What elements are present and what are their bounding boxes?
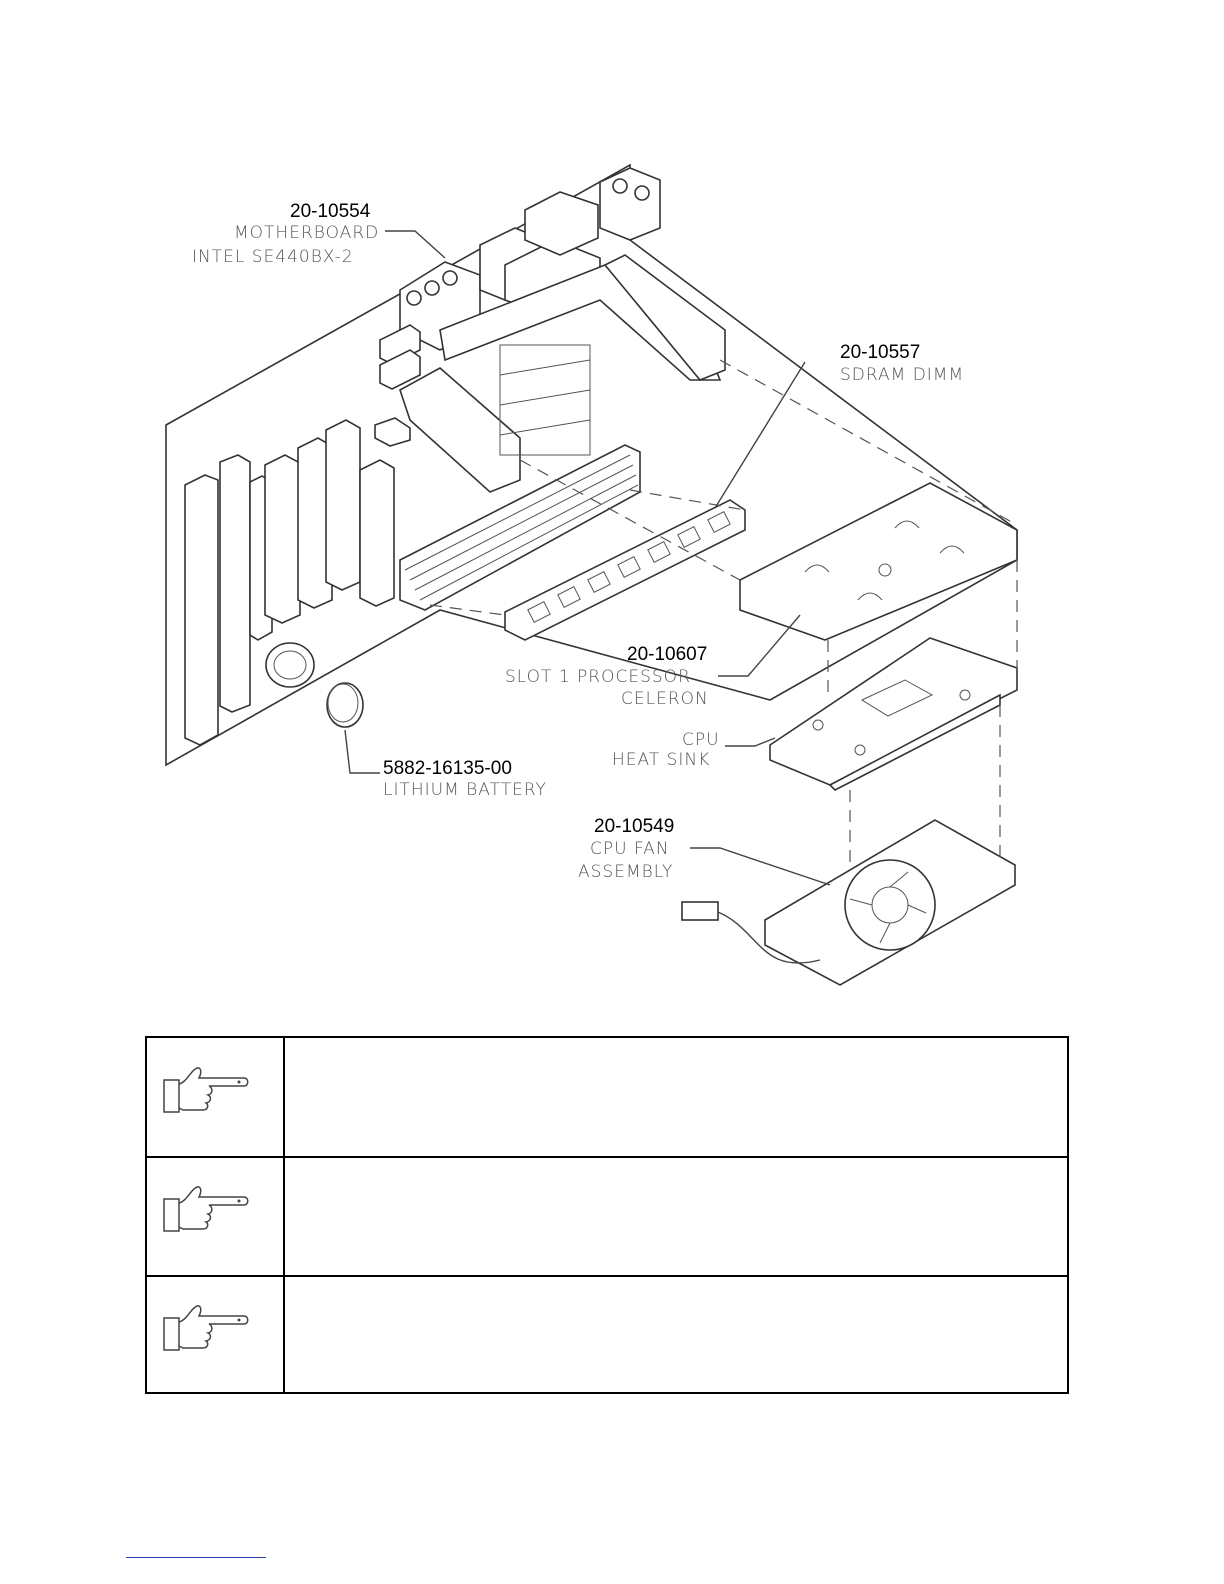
pointing-hand-icon [159, 1181, 259, 1241]
note-row [147, 1038, 1067, 1158]
motherboard-label: MOTHERBOARD [234, 223, 380, 243]
note-row [147, 1276, 1067, 1392]
processor-model-label: CELERON [621, 689, 709, 709]
processor-part-number: 20-10607 [627, 644, 708, 665]
dimm-label: SDRAM DIMM [840, 365, 965, 385]
lithium-battery-drawing [327, 683, 363, 727]
fan-label-line2: ASSEMBLY [578, 862, 674, 882]
cpu-fan-assembly-drawing [682, 820, 1015, 985]
battery-label: LITHIUM BATTERY [383, 780, 547, 800]
fan-label-line1: CPU FAN [590, 839, 670, 859]
heat-sink-label-line2: HEAT SINK [612, 750, 711, 770]
note-icon-cell [147, 1038, 285, 1156]
processor-label: SLOT 1 PROCESSOR [505, 667, 691, 687]
motherboard-model-label: INTEL SE440BX-2 [192, 247, 354, 267]
pointing-hand-icon [159, 1300, 259, 1360]
heat-sink-label-line1: CPU [682, 730, 720, 750]
fan-part-number: 20-10549 [594, 816, 675, 837]
pointing-hand-icon [159, 1062, 259, 1122]
footer-rule [126, 1557, 266, 1558]
motherboard-part-number: 20-10554 [290, 201, 371, 222]
dimm-part-number: 20-10557 [840, 342, 921, 363]
note-icon-cell [147, 1157, 285, 1275]
note-icon-cell [147, 1276, 285, 1392]
note-row [147, 1157, 1067, 1277]
battery-part-number: 5882-16135-00 [383, 758, 512, 779]
notes-table [145, 1036, 1069, 1394]
